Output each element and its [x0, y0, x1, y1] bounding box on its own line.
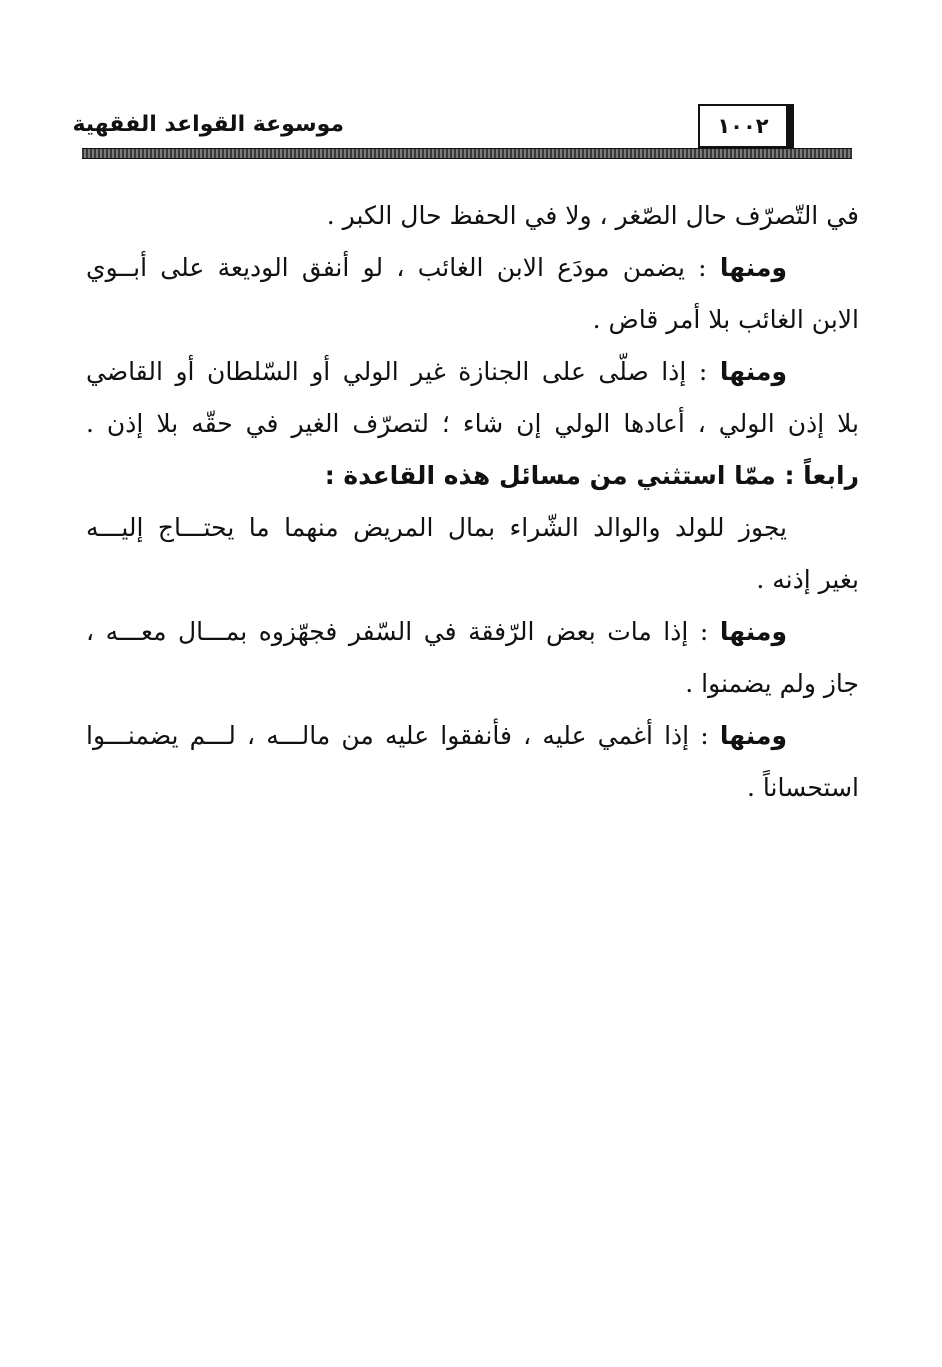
line-text: : إذا أغمي عليه ، فأنفقوا عليه من مالـــه ، لـــم يضمنـــوا [86, 721, 720, 750]
text-line-5 [86, 398, 859, 450]
text-line-7 [86, 502, 859, 554]
text-line-12 [86, 762, 859, 814]
lead-word: ومنها [719, 253, 787, 282]
lead-word: ومنها [719, 617, 787, 646]
line-text: استحساناً . [747, 773, 859, 802]
line-text: : يضمن مودَع الابن الغائب ، لو أنفق الوديعة على أبــوي [86, 253, 720, 282]
text-line-3 [86, 294, 859, 346]
line-text: : إذا صلّى على الجنازة غير الولي أو السّلطان أو القاضي [86, 357, 720, 386]
page-body [86, 190, 859, 814]
text-line-4 [86, 346, 859, 398]
text-line-8 [86, 554, 859, 606]
page-number: ١٠٠٢ [717, 114, 769, 138]
page-number-box [698, 104, 794, 148]
heading-text: رابعاً : ممّا استثني من مسائل هذه القاعدة : [324, 461, 859, 490]
line-text: بلا إذن الولي ، أعادها الولي إن شاء ؛ لتصرّف الغير في حقّه بلا إذن . [86, 409, 859, 438]
text-line-1 [86, 190, 859, 242]
section-heading [86, 450, 859, 502]
text-line-2 [86, 242, 859, 294]
line-text: في التّصرّف حال الصّغر ، ولا في الحفظ حال الكبر . [326, 201, 859, 230]
line-text: : إذا مات بعض الرّفقة في السّفر فجهّزوه بمـــال معـــه ، [86, 617, 720, 646]
line-text: بغير إذنه . [756, 565, 859, 594]
line-text: يجوز للولد والوالد الشّراء بمال المريض منهما ما يحتـــاج إليـــه [86, 513, 787, 542]
text-line-9 [86, 606, 859, 658]
lead-word: ومنها [719, 357, 787, 386]
book-title: موسوعة القواعد الفقهية [72, 112, 344, 137]
lead-word: ومنها [719, 721, 787, 750]
header-divider [82, 148, 852, 159]
text-line-11 [86, 710, 859, 762]
line-text: جاز ولم يضمنوا . [685, 669, 859, 698]
page-header [72, 100, 852, 160]
text-line-10 [86, 658, 859, 710]
line-text: الابن الغائب بلا أمر قاض . [592, 305, 859, 334]
